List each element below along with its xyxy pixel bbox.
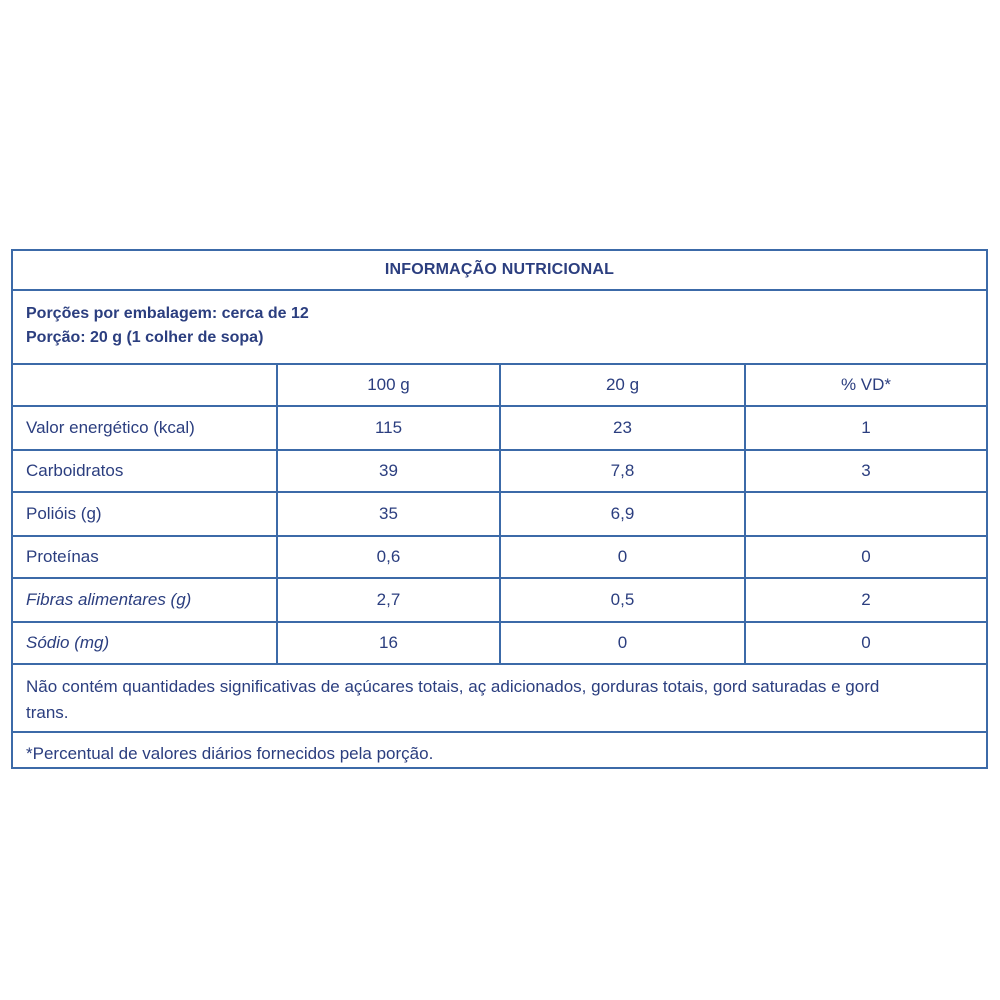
servings-per-package: Porções por embalagem: cerca de 12 (26, 305, 309, 322)
table-row (13, 407, 986, 451)
footnote: *Percentual de valores diários fornecidos pela porção. (26, 744, 434, 763)
value-per-portion: 23 (501, 407, 746, 449)
value-per-portion: 7,8 (501, 451, 746, 491)
nutrient-name: Valor energético (kcal) (13, 407, 278, 449)
table-row (13, 451, 986, 493)
value-vd: 3 (861, 461, 871, 480)
nutrition-note: Não contém quantidades significativas de açúcares totais, aç adicionados, gorduras totais, gord saturadas e gord trans. (13, 665, 986, 733)
table-row (13, 579, 986, 623)
value-per-100g: 2,7 (278, 579, 501, 621)
table-row (13, 493, 986, 537)
table-row (13, 623, 986, 665)
column-header-nutrient (13, 365, 278, 405)
value-per-100g: 16 (278, 623, 501, 663)
nutrient-name: Fibras alimentares (g) (13, 579, 278, 621)
nutrient-name: Carboidratos (13, 451, 278, 491)
value-per-100g: 115 (278, 407, 501, 449)
portion-info (13, 291, 986, 365)
value-vd (746, 493, 986, 535)
value-per-100g: 35 (278, 493, 501, 535)
value-vd: 2 (861, 590, 871, 609)
value-vd: 1 (861, 418, 871, 437)
table-title: INFORMAÇÃO NUTRICIONAL (13, 251, 986, 291)
value-per-portion: 0 (501, 623, 746, 663)
value-per-portion: 0,5 (501, 579, 746, 621)
value-per-portion: 6,9 (501, 493, 746, 535)
nutrition-facts-table (11, 249, 988, 769)
value-per-100g: 0,6 (278, 537, 501, 577)
value-per-100g: 39 (278, 451, 501, 491)
nutrient-name: Sódio (mg) (13, 623, 278, 663)
column-header-100g: 100 g (278, 365, 501, 405)
column-header-portion: 20 g (501, 365, 746, 405)
serving-size: Porção: 20 g (1 colher de sopa) (26, 329, 264, 346)
table-row (13, 537, 986, 579)
column-header-row (13, 365, 986, 407)
nutrient-name: Proteínas (13, 537, 278, 577)
value-vd: 0 (861, 633, 871, 652)
value-per-portion: 0 (501, 537, 746, 577)
column-header-vd: % VD* (840, 375, 892, 394)
nutrient-name: Polióis (g) (13, 493, 278, 535)
value-vd: 0 (861, 547, 871, 566)
